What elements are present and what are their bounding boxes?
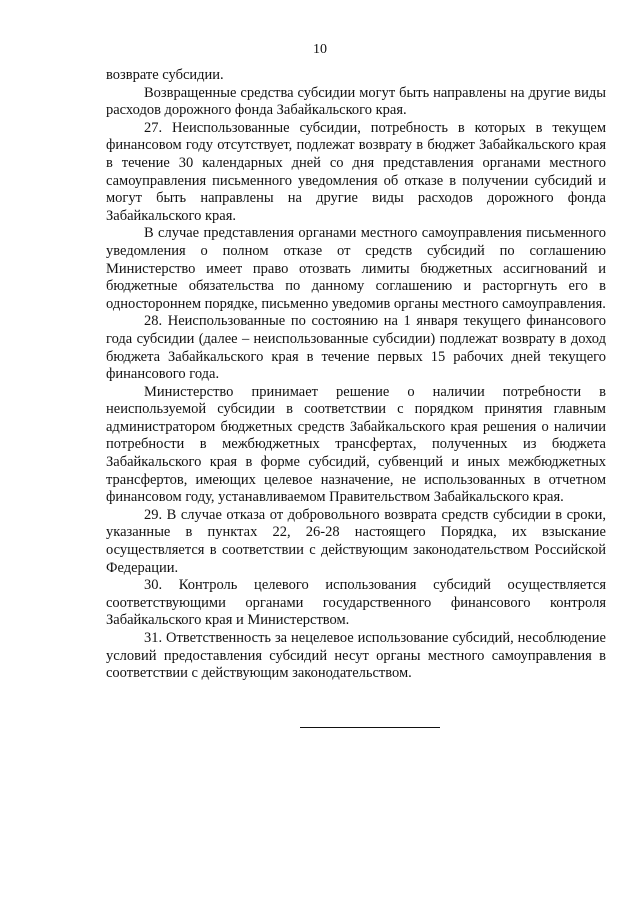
document-body xyxy=(106,67,606,683)
paragraph-refusal-notice: В случае представления органами местного самоуправления письменного уведомления о полном отказе от средств субсидий по соглашению Министерство имеет право отозвать лимиты бюджетных ассигнований и бюджетные обязательства по данному соглашению и расторгнуть его в одностороннем порядке, письменно уведомив органы местного самоуправления. xyxy=(106,225,606,312)
paragraph-item-28: 28. Неиспользованные по состоянию на 1 января текущего финансового года субсидии (далее – неиспользованные субсидии) подлежат возврату в доход бюджета Забайкальского края в течение первых 15 рабочих дней текущего финансового года. xyxy=(106,313,606,383)
paragraph-continuation: возврате субсидии. xyxy=(106,67,224,83)
paragraph-ministry-decision: Министерство принимает решение о наличии потребности в неиспользуемой субсидии в соответствии с порядком принятия главным администратором бюджетных средств Забайкальского края решения о наличии потребности в межбюджетных трансфертах, полученных из бюджета Забайкальского края в форме субсидий, субвенций и иных межбюджетных трансфертов, имеющих целевое назначение, не использованных в отчетном финансовом году, устанавливаемом Правительством Забайкальского края. xyxy=(106,383,606,506)
paragraph-returned-funds: Возвращенные средства субсидии могут быть направлены на другие виды расходов дорожного фонда Забайкальского края. xyxy=(106,84,606,119)
paragraph-item-27: 27. Неиспользованные субсидии, потребность в которых в текущем финансовом году отсутствует, подлежат возврату в бюджет Забайкальского края в течение 30 календарных дней со дня представления органами местного самоуправления письменного уведомления об отказе в получении субсидий и могут быть направлены на другие виды расходов дорожного фонда Забайкальского края. xyxy=(106,119,606,224)
paragraph-item-30: 30. Контроль целевого использования субсидий осуществляется соответствующими органами государственного финансового контроля Забайкальского края и Министерством. xyxy=(106,577,606,629)
paragraph-item-29: 29. В случае отказа от добровольного возврата средств субсидии в сроки, указанные в пунктах 22, 26-28 настоящего Порядка, их взыскание осуществляется в соответствии с действующим законодательством Российской Федерации. xyxy=(106,506,606,576)
end-of-document-line xyxy=(300,727,440,728)
page-number: 10 xyxy=(313,42,327,57)
paragraph-item-31: 31. Ответственность за нецелевое использование субсидий, несоблюдение условий предоставления субсидий несут органы местного самоуправления в соответствии с действующим законодательством. xyxy=(106,630,606,682)
